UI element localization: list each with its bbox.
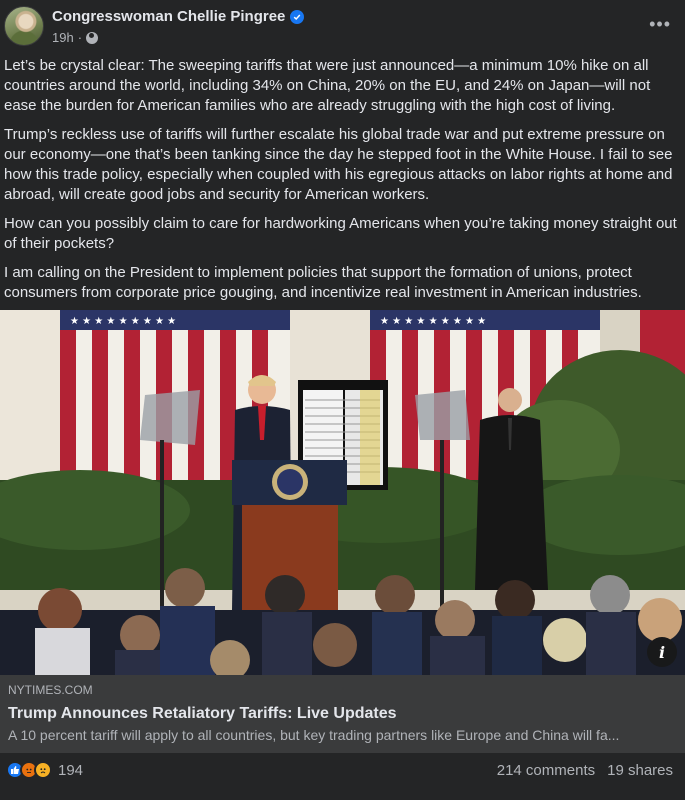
post-paragraph: Trump’s reckless use of tariffs will further escalate his global trade war and put extreme pressure on our economy—one that’s been tanking since the day he stepped foot in the White House. I fail to see how this trade policy, especially when coupled with his egregious attacks on labor rights at home and abroad, will create good jobs and security for American workers.: [4, 126, 673, 203]
post-paragraph: How can you possibly claim to care for hardworking Americans when you’re taking money straight out of their pockets?: [4, 215, 677, 252]
more-options-icon[interactable]: •••: [649, 14, 671, 34]
author-line: [52, 8, 304, 25]
link-domain: NYTIMES.COM: [8, 683, 93, 697]
link-preview-image[interactable]: [0, 310, 685, 675]
post-meta: 19h ·: [52, 30, 98, 45]
sad-reaction-icon: [34, 761, 52, 779]
shares-count[interactable]: 19 shares: [607, 761, 673, 779]
reactions-bar: [0, 755, 685, 785]
author-name[interactable]: Congresswoman Chellie Pingree: [52, 8, 286, 25]
post-timestamp[interactable]: 19h: [52, 30, 74, 45]
post-text: [4, 56, 680, 312]
link-title[interactable]: Trump Announces Retaliatory Tariffs: Live Updates: [8, 705, 397, 722]
link-preview[interactable]: [0, 675, 685, 753]
comments-count[interactable]: 214 comments: [496, 761, 596, 779]
svg-text:★ ★ ★ ★ ★ ★ ★ ★ ★: ★ ★ ★ ★ ★ ★ ★ ★ ★: [70, 316, 177, 327]
post-paragraph: Let’s be crystal clear: The sweeping tariffs that were just announced—a minimum 10% hike on all countries around the world, including 34% on China, 20% on the EU, and 24% on Japan—will not ease the burden for American families who are already struggling with the high cost of living.: [4, 57, 651, 114]
press-conference-photo: [0, 310, 685, 675]
verified-badge-icon: [290, 10, 304, 24]
globe-icon: [86, 32, 98, 44]
link-description: A 10 percent tariff will apply to all countries, but key trading partners like Europe and China will fa...: [8, 727, 620, 743]
post-paragraph: I am calling on the President to implement policies that support the formation of unions, protect consumers from corporate price gouging, and incentivize real investment in American industries.: [4, 264, 642, 301]
engagement-counts: [497, 762, 679, 779]
reaction-icons[interactable]: [6, 761, 48, 779]
svg-text:★ ★ ★ ★ ★ ★ ★ ★ ★: ★ ★ ★ ★ ★ ★ ★ ★ ★: [380, 316, 487, 327]
avatar[interactable]: [4, 6, 44, 46]
post-header: [0, 0, 685, 56]
info-icon[interactable]: i: [647, 637, 677, 667]
reaction-count[interactable]: 194: [58, 761, 84, 779]
